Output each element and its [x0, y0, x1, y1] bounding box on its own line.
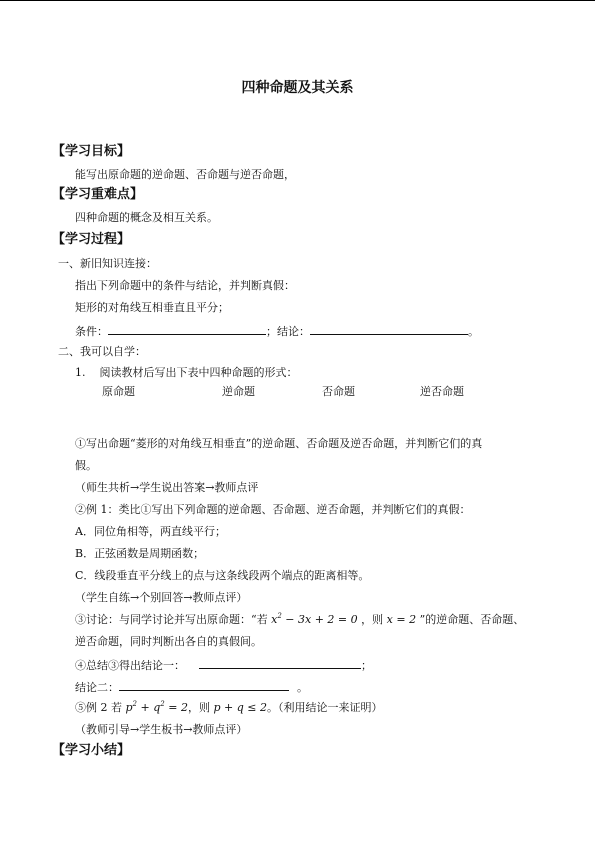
q2-item-c: C．线段垂直平分线上的点与这条线段两个端点的距离相等。 — [75, 569, 370, 582]
q2-note: （学生自练→个别回答→教师点评） — [75, 591, 248, 604]
q5-prefix: ⑤例 2 若 — [75, 701, 122, 714]
q1-note: （师生共析→学生说出答案→教师点评 — [75, 481, 259, 494]
q2-item-b: B．正弦函数是周期函数； — [75, 547, 205, 560]
q3-prefix: ③讨论：与同学讨论并写出原命题：“若 — [75, 613, 268, 626]
q3-line1 — [75, 613, 524, 627]
q2-item-a: A．同位角相等，两直线平行； — [75, 525, 226, 538]
q1-line2: 假。 — [75, 459, 97, 472]
condition-label: 条件： — [75, 325, 108, 338]
section-key-points: 【学习重难点】 — [52, 187, 144, 202]
table-header-inverse: 否命题 — [322, 385, 355, 398]
q5-middle: ，则 — [187, 701, 210, 714]
conclusion2-blank[interactable] — [119, 679, 289, 691]
part2-heading: 二、我可以自学： — [58, 345, 146, 358]
q4-line — [75, 657, 372, 673]
section-objectives: 【学习目标】 — [52, 144, 131, 159]
condition-conclusion-line — [75, 323, 479, 339]
key-points-text: 四种命题的概念及相互关系。 — [75, 211, 218, 224]
q4-end: ； — [361, 659, 372, 672]
q5-equation: $p^2 + q^2 = 2$ — [125, 700, 188, 714]
q2-intro: ②例 1：类比①写出下列命题的逆命题、否命题、逆否命题，并判断它们的真假： — [75, 503, 471, 516]
section-process: 【学习过程】 — [52, 232, 131, 247]
item1-line — [75, 366, 298, 380]
part1-proposition: 矩形的对角线互相垂直且平分； — [75, 301, 229, 314]
end-mark: 。 — [468, 325, 479, 338]
item1-text: 阅读教材后写出下表中四种命题的形式： — [99, 366, 298, 379]
q3-conclusion: x = 2 — [386, 613, 417, 626]
conclusion2-end: 。 — [297, 681, 308, 694]
conclusion2-label: 结论二： — [75, 681, 119, 694]
conclusion-label: ；结论： — [266, 325, 310, 338]
section-summary: 【学习小结】 — [52, 743, 131, 758]
q5-conclusion: p + q ≤ 2 — [213, 701, 267, 714]
q5-note: （教师引导→学生板书→教师点评） — [75, 723, 248, 736]
page-title: 四种命题及其关系 — [241, 80, 354, 96]
q4-text: ④总结③得出结论一： — [75, 659, 185, 672]
part1-instruction: 指出下列命题中的条件与结论，并判断真假： — [75, 279, 295, 292]
q1-line1: ①写出命题“菱形的对角线互相垂直”的逆命题、否命题及逆否命题，并判断它们的真 — [75, 437, 483, 450]
conclusion1-blank[interactable] — [199, 657, 361, 669]
q3-suffix: ”的逆命题、否命题、 — [419, 613, 525, 626]
q3-line2: 逆否命题，同时判断出各自的真假间。 — [75, 635, 262, 648]
q3-equation: $x^2 - 3x + 2 = 0$ — [271, 612, 358, 626]
conclusion-blank[interactable] — [310, 323, 468, 335]
top-rule — [0, 0, 595, 1]
table-header-contrapositive: 逆否命题 — [420, 385, 464, 398]
conclusion2-line — [75, 679, 308, 695]
condition-blank[interactable] — [108, 323, 266, 335]
q5-suffix: 。（利用结论一来证明） — [266, 701, 383, 714]
part1-heading: 一、新旧知识连接： — [58, 257, 157, 270]
q5-line — [75, 701, 382, 715]
item1-number: 1. — [75, 366, 86, 379]
table-header-original: 原命题 — [102, 385, 135, 398]
table-header-converse: 逆命题 — [222, 385, 255, 398]
objectives-text: 能写出原命题的逆命题、否命题与逆否命题， — [75, 168, 295, 181]
q3-middle: ，则 — [361, 613, 384, 626]
